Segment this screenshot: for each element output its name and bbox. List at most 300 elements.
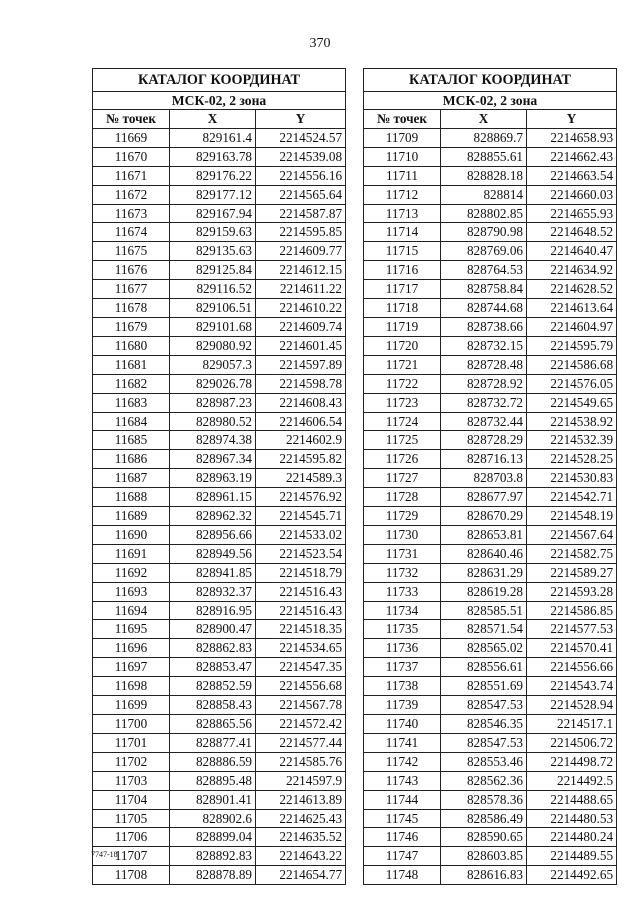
table-row bbox=[364, 544, 617, 563]
table-row bbox=[93, 166, 346, 185]
y-coordinate-cell: 2214489.55 bbox=[527, 847, 617, 866]
table-row bbox=[93, 620, 346, 639]
y-coordinate-cell: 2214609.74 bbox=[256, 317, 346, 336]
point-number-cell: 11710 bbox=[364, 147, 441, 166]
point-number-cell: 11737 bbox=[364, 658, 441, 677]
x-coordinate-cell: 828980.52 bbox=[170, 412, 256, 431]
column-header-x: X bbox=[170, 110, 256, 129]
point-number-cell: 11686 bbox=[93, 450, 170, 469]
table-row bbox=[93, 450, 346, 469]
table-row bbox=[364, 128, 617, 147]
y-coordinate-cell: 2214533.02 bbox=[256, 525, 346, 544]
coordinate-catalog-right bbox=[363, 68, 617, 885]
y-coordinate-cell: 2214518.35 bbox=[256, 620, 346, 639]
x-coordinate-cell: 828962.32 bbox=[170, 507, 256, 526]
y-coordinate-cell: 2214572.42 bbox=[256, 715, 346, 734]
y-coordinate-cell: 2214595.82 bbox=[256, 450, 346, 469]
table-row bbox=[364, 677, 617, 696]
y-coordinate-cell: 2214586.68 bbox=[527, 355, 617, 374]
point-number-cell: 11708 bbox=[93, 866, 170, 885]
point-number-cell: 11677 bbox=[93, 280, 170, 299]
table-row bbox=[93, 336, 346, 355]
point-number-cell: 11706 bbox=[93, 828, 170, 847]
x-coordinate-cell: 828865.56 bbox=[170, 715, 256, 734]
y-coordinate-cell: 2214597.89 bbox=[256, 355, 346, 374]
x-coordinate-cell: 829177.12 bbox=[170, 185, 256, 204]
table-row bbox=[93, 185, 346, 204]
point-number-cell: 11673 bbox=[93, 204, 170, 223]
point-number-cell: 11717 bbox=[364, 280, 441, 299]
x-coordinate-cell: 828585.51 bbox=[441, 601, 527, 620]
table-row bbox=[93, 582, 346, 601]
point-number-cell: 11720 bbox=[364, 336, 441, 355]
column-header-y: Y bbox=[256, 110, 346, 129]
y-coordinate-cell: 2214492.5 bbox=[527, 771, 617, 790]
column-header-point: № точек bbox=[364, 110, 441, 129]
x-coordinate-cell: 828941.85 bbox=[170, 563, 256, 582]
point-number-cell: 11738 bbox=[364, 677, 441, 696]
table-row bbox=[364, 261, 617, 280]
point-number-cell: 11721 bbox=[364, 355, 441, 374]
table-row bbox=[93, 355, 346, 374]
table-row bbox=[93, 847, 346, 866]
x-coordinate-cell: 828963.19 bbox=[170, 469, 256, 488]
table-row bbox=[364, 412, 617, 431]
y-coordinate-cell: 2214577.53 bbox=[527, 620, 617, 639]
point-number-cell: 11746 bbox=[364, 828, 441, 847]
y-coordinate-cell: 2214542.71 bbox=[527, 488, 617, 507]
table-row bbox=[364, 715, 617, 734]
y-coordinate-cell: 2214516.43 bbox=[256, 582, 346, 601]
table-row bbox=[93, 677, 346, 696]
y-coordinate-cell: 2214602.9 bbox=[256, 431, 346, 450]
table-row bbox=[364, 223, 617, 242]
table-row bbox=[364, 469, 617, 488]
column-header-y: Y bbox=[527, 110, 617, 129]
y-coordinate-cell: 2214516.43 bbox=[256, 601, 346, 620]
table-row bbox=[93, 715, 346, 734]
point-number-cell: 11688 bbox=[93, 488, 170, 507]
x-coordinate-cell: 829135.63 bbox=[170, 242, 256, 261]
point-number-cell: 11733 bbox=[364, 582, 441, 601]
y-coordinate-cell: 2214528.94 bbox=[527, 696, 617, 715]
point-number-cell: 11711 bbox=[364, 166, 441, 185]
x-coordinate-cell: 828556.61 bbox=[441, 658, 527, 677]
x-coordinate-cell: 828547.53 bbox=[441, 733, 527, 752]
y-coordinate-cell: 2214609.77 bbox=[256, 242, 346, 261]
y-coordinate-cell: 2214480.24 bbox=[527, 828, 617, 847]
point-number-cell: 11680 bbox=[93, 336, 170, 355]
point-number-cell: 11723 bbox=[364, 393, 441, 412]
x-coordinate-cell: 828901.41 bbox=[170, 790, 256, 809]
y-coordinate-cell: 2214517.1 bbox=[527, 715, 617, 734]
table-row bbox=[93, 128, 346, 147]
point-number-cell: 11704 bbox=[93, 790, 170, 809]
x-coordinate-cell: 828619.28 bbox=[441, 582, 527, 601]
y-coordinate-cell: 2214567.78 bbox=[256, 696, 346, 715]
table-row bbox=[364, 752, 617, 771]
catalog-zone: МСК-02, 2 зона bbox=[364, 92, 617, 110]
y-coordinate-cell: 2214524.57 bbox=[256, 128, 346, 147]
y-coordinate-cell: 2214549.65 bbox=[527, 393, 617, 412]
x-coordinate-cell: 828562.36 bbox=[441, 771, 527, 790]
table-row bbox=[364, 374, 617, 393]
point-number-cell: 11705 bbox=[93, 809, 170, 828]
x-coordinate-cell: 828949.56 bbox=[170, 544, 256, 563]
point-number-cell: 11669 bbox=[93, 128, 170, 147]
point-number-cell: 11719 bbox=[364, 317, 441, 336]
table-row bbox=[93, 771, 346, 790]
x-coordinate-cell: 828586.49 bbox=[441, 809, 527, 828]
x-coordinate-cell: 829125.84 bbox=[170, 261, 256, 280]
x-coordinate-cell: 828578.36 bbox=[441, 790, 527, 809]
y-coordinate-cell: 2214612.15 bbox=[256, 261, 346, 280]
y-coordinate-cell: 2214589.3 bbox=[256, 469, 346, 488]
y-coordinate-cell: 2214539.08 bbox=[256, 147, 346, 166]
x-coordinate-cell: 828932.37 bbox=[170, 582, 256, 601]
x-coordinate-cell: 829176.22 bbox=[170, 166, 256, 185]
table-row bbox=[93, 147, 346, 166]
point-number-cell: 11687 bbox=[93, 469, 170, 488]
point-number-cell: 11736 bbox=[364, 639, 441, 658]
y-coordinate-cell: 2214548.19 bbox=[527, 507, 617, 526]
x-coordinate-cell: 828565.02 bbox=[441, 639, 527, 658]
table-row bbox=[364, 847, 617, 866]
point-number-cell: 11671 bbox=[93, 166, 170, 185]
point-number-cell: 11740 bbox=[364, 715, 441, 734]
point-number-cell: 11675 bbox=[93, 242, 170, 261]
table-row bbox=[364, 280, 617, 299]
y-coordinate-cell: 2214582.75 bbox=[527, 544, 617, 563]
point-number-cell: 11691 bbox=[93, 544, 170, 563]
y-coordinate-cell: 2214658.93 bbox=[527, 128, 617, 147]
point-number-cell: 11692 bbox=[93, 563, 170, 582]
table-row bbox=[93, 317, 346, 336]
y-coordinate-cell: 2214625.43 bbox=[256, 809, 346, 828]
x-coordinate-cell: 828732.44 bbox=[441, 412, 527, 431]
table-row bbox=[364, 733, 617, 752]
y-coordinate-cell: 2214640.47 bbox=[527, 242, 617, 261]
x-coordinate-cell: 828967.34 bbox=[170, 450, 256, 469]
table-row bbox=[93, 374, 346, 393]
y-coordinate-cell: 2214655.93 bbox=[527, 204, 617, 223]
y-coordinate-cell: 2214538.92 bbox=[527, 412, 617, 431]
y-coordinate-cell: 2214663.54 bbox=[527, 166, 617, 185]
point-number-cell: 11745 bbox=[364, 809, 441, 828]
point-number-cell: 11734 bbox=[364, 601, 441, 620]
point-number-cell: 11747 bbox=[364, 847, 441, 866]
table-row bbox=[364, 582, 617, 601]
coordinate-catalog-left bbox=[92, 68, 346, 885]
x-coordinate-cell: 828547.53 bbox=[441, 696, 527, 715]
point-number-cell: 11724 bbox=[364, 412, 441, 431]
point-number-cell: 11672 bbox=[93, 185, 170, 204]
x-coordinate-cell: 828744.68 bbox=[441, 299, 527, 318]
table-row bbox=[364, 866, 617, 885]
table-row bbox=[364, 185, 617, 204]
x-coordinate-cell: 828738.66 bbox=[441, 317, 527, 336]
table-row bbox=[93, 866, 346, 885]
x-coordinate-cell: 828640.46 bbox=[441, 544, 527, 563]
point-number-cell: 11748 bbox=[364, 866, 441, 885]
x-coordinate-cell: 828728.48 bbox=[441, 355, 527, 374]
page-number: 370 bbox=[309, 36, 331, 51]
y-coordinate-cell: 2214660.03 bbox=[527, 185, 617, 204]
y-coordinate-cell: 2214567.64 bbox=[527, 525, 617, 544]
table-row bbox=[364, 658, 617, 677]
x-coordinate-cell: 828974.38 bbox=[170, 431, 256, 450]
x-coordinate-cell: 829101.68 bbox=[170, 317, 256, 336]
x-coordinate-cell: 828828.18 bbox=[441, 166, 527, 185]
point-number-cell: 11713 bbox=[364, 204, 441, 223]
y-coordinate-cell: 2214654.77 bbox=[256, 866, 346, 885]
x-coordinate-cell: 828814 bbox=[441, 185, 527, 204]
y-coordinate-cell: 2214608.43 bbox=[256, 393, 346, 412]
point-number-cell: 11731 bbox=[364, 544, 441, 563]
table-row bbox=[364, 336, 617, 355]
x-coordinate-cell: 828877.41 bbox=[170, 733, 256, 752]
catalog-title: КАТАЛОГ КООРДИНАТ bbox=[93, 69, 346, 92]
point-number-cell: 11690 bbox=[93, 525, 170, 544]
x-coordinate-cell: 829161.4 bbox=[170, 128, 256, 147]
point-number-cell: 11725 bbox=[364, 431, 441, 450]
y-coordinate-cell: 2214586.85 bbox=[527, 601, 617, 620]
catalog-rows bbox=[93, 128, 346, 884]
table-row bbox=[93, 431, 346, 450]
point-number-cell: 11698 bbox=[93, 677, 170, 696]
y-coordinate-cell: 2214610.22 bbox=[256, 299, 346, 318]
y-coordinate-cell: 2214576.92 bbox=[256, 488, 346, 507]
y-coordinate-cell: 2214585.76 bbox=[256, 752, 346, 771]
table-row bbox=[364, 507, 617, 526]
point-number-cell: 11699 bbox=[93, 696, 170, 715]
table-row bbox=[364, 790, 617, 809]
catalog-title: КАТАЛОГ КООРДИНАТ bbox=[364, 69, 617, 92]
table-row bbox=[364, 393, 617, 412]
table-row bbox=[364, 450, 617, 469]
y-coordinate-cell: 2214606.54 bbox=[256, 412, 346, 431]
table-row bbox=[93, 280, 346, 299]
point-number-cell: 11683 bbox=[93, 393, 170, 412]
table-row bbox=[93, 261, 346, 280]
catalog-zone: МСК-02, 2 зона bbox=[93, 92, 346, 110]
point-number-cell: 11703 bbox=[93, 771, 170, 790]
catalog-rows bbox=[364, 128, 617, 884]
y-coordinate-cell: 2214628.52 bbox=[527, 280, 617, 299]
table-row bbox=[364, 601, 617, 620]
table-row bbox=[364, 147, 617, 166]
y-coordinate-cell: 2214545.71 bbox=[256, 507, 346, 526]
table-row bbox=[364, 828, 617, 847]
point-number-cell: 11718 bbox=[364, 299, 441, 318]
table-row bbox=[93, 828, 346, 847]
point-number-cell: 11742 bbox=[364, 752, 441, 771]
y-coordinate-cell: 2214593.28 bbox=[527, 582, 617, 601]
point-number-cell: 11678 bbox=[93, 299, 170, 318]
x-coordinate-cell: 828987.23 bbox=[170, 393, 256, 412]
point-number-cell: 11696 bbox=[93, 639, 170, 658]
x-coordinate-cell: 829163.78 bbox=[170, 147, 256, 166]
x-coordinate-cell: 828616.83 bbox=[441, 866, 527, 885]
x-coordinate-cell: 828916.95 bbox=[170, 601, 256, 620]
x-coordinate-cell: 828892.83 bbox=[170, 847, 256, 866]
point-number-cell: 11684 bbox=[93, 412, 170, 431]
y-coordinate-cell: 2214576.05 bbox=[527, 374, 617, 393]
y-coordinate-cell: 2214556.68 bbox=[256, 677, 346, 696]
point-number-cell: 11729 bbox=[364, 507, 441, 526]
table-row bbox=[364, 242, 617, 261]
point-number-cell: 11695 bbox=[93, 620, 170, 639]
point-number-cell: 11676 bbox=[93, 261, 170, 280]
y-coordinate-cell: 2214530.83 bbox=[527, 469, 617, 488]
table-row bbox=[364, 355, 617, 374]
table-row bbox=[93, 809, 346, 828]
x-coordinate-cell: 828956.66 bbox=[170, 525, 256, 544]
y-coordinate-cell: 2214547.35 bbox=[256, 658, 346, 677]
table-row bbox=[93, 752, 346, 771]
x-coordinate-cell: 828670.29 bbox=[441, 507, 527, 526]
table-row bbox=[93, 488, 346, 507]
y-coordinate-cell: 2214595.85 bbox=[256, 223, 346, 242]
x-coordinate-cell: 828732.15 bbox=[441, 336, 527, 355]
x-coordinate-cell: 829057.3 bbox=[170, 355, 256, 374]
x-coordinate-cell: 828869.7 bbox=[441, 128, 527, 147]
x-coordinate-cell: 828790.98 bbox=[441, 223, 527, 242]
x-coordinate-cell: 829159.63 bbox=[170, 223, 256, 242]
point-number-cell: 11722 bbox=[364, 374, 441, 393]
table-row bbox=[364, 563, 617, 582]
x-coordinate-cell: 828769.06 bbox=[441, 242, 527, 261]
y-coordinate-cell: 2214543.74 bbox=[527, 677, 617, 696]
y-coordinate-cell: 2214662.43 bbox=[527, 147, 617, 166]
point-number-cell: 11716 bbox=[364, 261, 441, 280]
x-coordinate-cell: 828728.92 bbox=[441, 374, 527, 393]
x-coordinate-cell: 828728.29 bbox=[441, 431, 527, 450]
point-number-cell: 11732 bbox=[364, 563, 441, 582]
point-number-cell: 11739 bbox=[364, 696, 441, 715]
y-coordinate-cell: 2214643.22 bbox=[256, 847, 346, 866]
x-coordinate-cell: 828855.61 bbox=[441, 147, 527, 166]
point-number-cell: 11728 bbox=[364, 488, 441, 507]
x-coordinate-cell: 828858.43 bbox=[170, 696, 256, 715]
y-coordinate-cell: 2214523.54 bbox=[256, 544, 346, 563]
table-row bbox=[364, 771, 617, 790]
x-coordinate-cell: 828862.83 bbox=[170, 639, 256, 658]
y-coordinate-cell: 2214611.22 bbox=[256, 280, 346, 299]
table-row bbox=[364, 639, 617, 658]
table-row bbox=[93, 242, 346, 261]
x-coordinate-cell: 828852.59 bbox=[170, 677, 256, 696]
y-coordinate-cell: 2214528.25 bbox=[527, 450, 617, 469]
table-row bbox=[93, 469, 346, 488]
y-coordinate-cell: 2214635.52 bbox=[256, 828, 346, 847]
point-number-cell: 11682 bbox=[93, 374, 170, 393]
table-row bbox=[364, 488, 617, 507]
y-coordinate-cell: 2214613.89 bbox=[256, 790, 346, 809]
table-row bbox=[93, 299, 346, 318]
x-coordinate-cell: 828703.8 bbox=[441, 469, 527, 488]
x-coordinate-cell: 828590.65 bbox=[441, 828, 527, 847]
point-number-cell: 11707 bbox=[93, 847, 170, 866]
table-row bbox=[93, 544, 346, 563]
x-coordinate-cell: 828603.85 bbox=[441, 847, 527, 866]
x-coordinate-cell: 828895.48 bbox=[170, 771, 256, 790]
x-coordinate-cell: 828551.69 bbox=[441, 677, 527, 696]
table-row bbox=[93, 790, 346, 809]
y-coordinate-cell: 2214488.65 bbox=[527, 790, 617, 809]
x-coordinate-cell: 829167.94 bbox=[170, 204, 256, 223]
point-number-cell: 11715 bbox=[364, 242, 441, 261]
x-coordinate-cell: 829026.78 bbox=[170, 374, 256, 393]
y-coordinate-cell: 2214532.39 bbox=[527, 431, 617, 450]
point-number-cell: 11702 bbox=[93, 752, 170, 771]
y-coordinate-cell: 2214595.79 bbox=[527, 336, 617, 355]
y-coordinate-cell: 2214587.87 bbox=[256, 204, 346, 223]
column-header-point: № точек bbox=[93, 110, 170, 129]
x-coordinate-cell: 829080.92 bbox=[170, 336, 256, 355]
point-number-cell: 11726 bbox=[364, 450, 441, 469]
column-header-x: X bbox=[441, 110, 527, 129]
x-coordinate-cell: 828902.6 bbox=[170, 809, 256, 828]
table-row bbox=[93, 639, 346, 658]
point-number-cell: 11727 bbox=[364, 469, 441, 488]
table-row bbox=[364, 431, 617, 450]
point-number-cell: 11701 bbox=[93, 733, 170, 752]
table-row bbox=[93, 658, 346, 677]
y-coordinate-cell: 2214601.45 bbox=[256, 336, 346, 355]
x-coordinate-cell: 828802.85 bbox=[441, 204, 527, 223]
table-row bbox=[93, 223, 346, 242]
x-coordinate-cell: 828899.04 bbox=[170, 828, 256, 847]
y-coordinate-cell: 2214556.66 bbox=[527, 658, 617, 677]
table-row bbox=[93, 525, 346, 544]
y-coordinate-cell: 2214648.52 bbox=[527, 223, 617, 242]
table-row bbox=[364, 204, 617, 223]
table-row bbox=[93, 412, 346, 431]
y-coordinate-cell: 2214634.92 bbox=[527, 261, 617, 280]
table-row bbox=[364, 299, 617, 318]
y-coordinate-cell: 2214506.72 bbox=[527, 733, 617, 752]
table-row bbox=[93, 563, 346, 582]
point-number-cell: 11741 bbox=[364, 733, 441, 752]
y-coordinate-cell: 2214534.65 bbox=[256, 639, 346, 658]
x-coordinate-cell: 829106.51 bbox=[170, 299, 256, 318]
point-number-cell: 11685 bbox=[93, 431, 170, 450]
table-row bbox=[364, 696, 617, 715]
x-coordinate-cell: 828853.47 bbox=[170, 658, 256, 677]
y-coordinate-cell: 2214492.65 bbox=[527, 866, 617, 885]
table-row bbox=[364, 525, 617, 544]
y-coordinate-cell: 2214570.41 bbox=[527, 639, 617, 658]
table-row bbox=[364, 809, 617, 828]
x-coordinate-cell: 828571.54 bbox=[441, 620, 527, 639]
x-coordinate-cell: 828546.35 bbox=[441, 715, 527, 734]
x-coordinate-cell: 828886.59 bbox=[170, 752, 256, 771]
y-coordinate-cell: 2214604.97 bbox=[527, 317, 617, 336]
x-coordinate-cell: 828553.46 bbox=[441, 752, 527, 771]
point-number-cell: 11697 bbox=[93, 658, 170, 677]
point-number-cell: 11709 bbox=[364, 128, 441, 147]
x-coordinate-cell: 828758.84 bbox=[441, 280, 527, 299]
table-row bbox=[364, 620, 617, 639]
point-number-cell: 11744 bbox=[364, 790, 441, 809]
y-coordinate-cell: 2214556.16 bbox=[256, 166, 346, 185]
point-number-cell: 11735 bbox=[364, 620, 441, 639]
point-number-cell: 11674 bbox=[93, 223, 170, 242]
y-coordinate-cell: 2214613.64 bbox=[527, 299, 617, 318]
point-number-cell: 11693 bbox=[93, 582, 170, 601]
table-row bbox=[93, 733, 346, 752]
